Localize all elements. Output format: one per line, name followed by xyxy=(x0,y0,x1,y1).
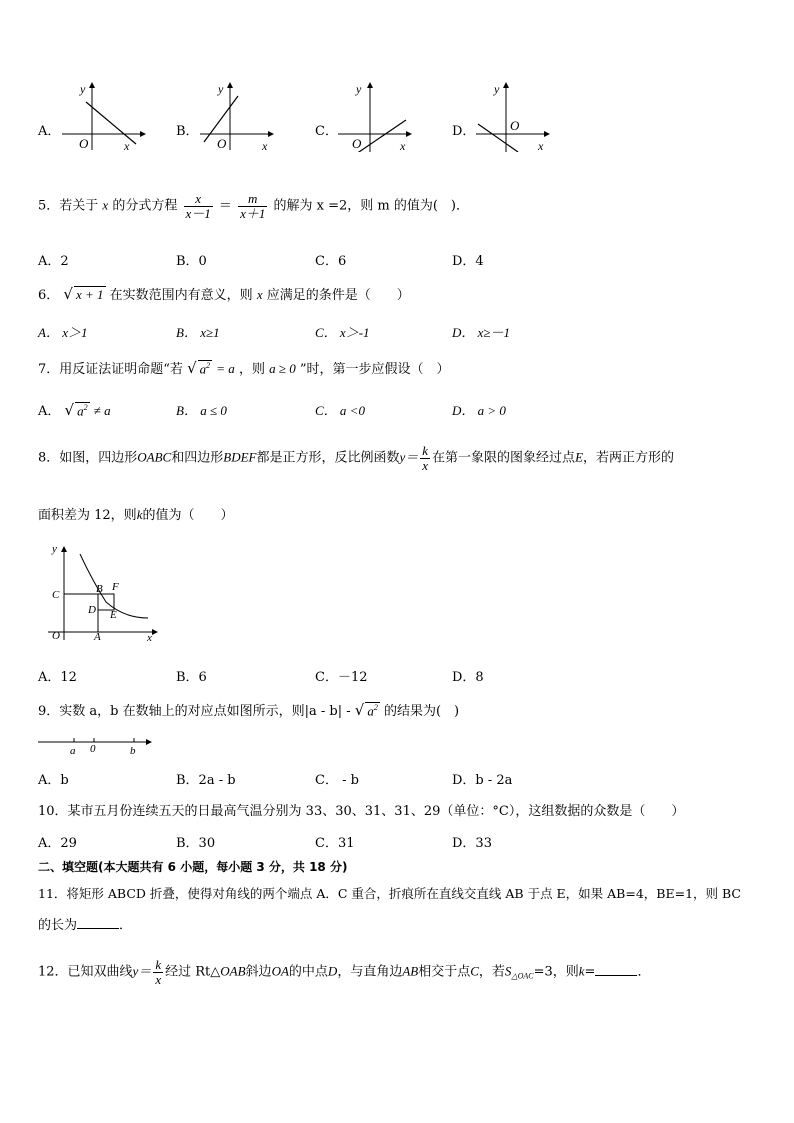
q7-option-d[interactable]: D． a > 0 xyxy=(452,403,506,418)
q5-suffix: 的解为 x =2，则 m 的值为( )． xyxy=(273,198,469,214)
q8-option-a[interactable]: A．12 xyxy=(38,670,77,685)
question-7: 7．用反证法证明命题“若 √ $a^2 = a$ ，则 a ≥ 0 ”时，第一步应假设（ ） xyxy=(38,359,450,377)
q4-b-origin: O xyxy=(217,136,227,151)
question-11-line1: 11．将矩形 ABCD 折叠，使得对角线的两个端点 A．C 重合，折痕所在直线交直线 AB 于点 E，如果 AB=4，BE=1，则 BC xyxy=(38,886,741,901)
q8-option-d[interactable]: D．8 xyxy=(452,670,484,685)
q4-graph-a xyxy=(58,80,148,152)
q6-suffix2: 应满足的条件是（ ） xyxy=(266,288,410,303)
q4-b-y-label: y xyxy=(218,82,224,96)
q7-option-c[interactable]: C． a <0 xyxy=(315,403,365,418)
q6-radicand: x + 1 xyxy=(75,287,104,302)
question-6: 6． √ x + 1 在实数范围内有意义，则 x 应满足的条件是（ ） xyxy=(38,285,410,303)
q6-option-c[interactable]: C． x＞-1 xyxy=(315,325,370,340)
svg-text:A: A xyxy=(94,631,101,643)
q5-mid: 的分式方程 xyxy=(112,198,178,214)
q4-d-origin: O xyxy=(510,118,520,133)
q5-option-d[interactable]: D．4 xyxy=(452,254,484,269)
q9-option-c[interactable]: C． - b xyxy=(315,773,359,788)
q4-c-x-label: x xyxy=(400,139,406,152)
q12-answer-blank[interactable] xyxy=(595,975,637,976)
q4-a-origin: O xyxy=(79,136,89,151)
q4-a-x-label: x xyxy=(124,139,130,152)
q7-eq: = a xyxy=(216,361,235,376)
q6-prefix: 6． xyxy=(38,288,60,303)
q10-option-b[interactable]: B．30 xyxy=(176,836,216,851)
q6-suffix: 在实数范围内有意义，则 xyxy=(109,288,253,303)
question-8-line2: 面积差为 12，则k的值为（ ） xyxy=(38,507,234,523)
q4-option-a-letter: A． xyxy=(38,124,61,139)
svg-text:F: F xyxy=(112,581,119,593)
question-9: 9．实数 a，b 在数轴上的对应点如图所示，则|a - b| - √ $a^2$ 的结果为( ) xyxy=(38,701,460,719)
q5-lhs-fraction: $\frac{x}{x-1}$ xyxy=(185,191,211,221)
q7-option-b[interactable]: B． a ≤ 0 xyxy=(176,403,227,418)
q5-option-c[interactable]: C．6 xyxy=(315,254,347,269)
q9-option-d[interactable]: D．b - 2a xyxy=(452,773,513,788)
q4-d-x-label: x xyxy=(538,139,544,152)
q4-option-b-letter: B． xyxy=(176,124,199,139)
q5-var: x xyxy=(102,197,109,213)
q10-option-c[interactable]: C．31 xyxy=(315,836,355,851)
q5-eq: ＝ xyxy=(218,198,232,214)
svg-text:C: C xyxy=(52,589,60,601)
q7-suffix: ”时，第一步应假设（ ） xyxy=(299,362,450,377)
svg-text:E: E xyxy=(110,609,117,621)
svg-text:x: x xyxy=(147,632,152,644)
q7-cond: a ≥ 0 xyxy=(269,361,296,376)
q4-a-y-label: y xyxy=(80,82,86,96)
svg-text:a: a xyxy=(70,745,76,757)
q7-prefix: 7．用反证法证明命题“若 xyxy=(38,362,183,377)
q4-graph-c xyxy=(334,80,424,152)
q4-graph-b xyxy=(196,80,286,152)
q5-option-b[interactable]: B．0 xyxy=(176,254,207,269)
svg-text:b: b xyxy=(130,745,136,757)
q11-answer-blank[interactable] xyxy=(77,928,119,929)
q6-option-d[interactable]: D． x≥－1 xyxy=(452,325,511,340)
q8-figure xyxy=(40,540,170,644)
q6-var: x xyxy=(256,287,263,302)
q4-d-y-label: y xyxy=(494,82,500,96)
q8-option-b[interactable]: B．6 xyxy=(176,670,207,685)
svg-text:y: y xyxy=(52,543,57,555)
q6-option-a[interactable]: A． x＞1 xyxy=(38,325,88,340)
q4-c-origin: O xyxy=(352,136,362,151)
question-10: 10．某市五月份连续五天的日最高气温分别为 33、30、31、31、29（单位：°C），这组数据的众数是（ ） xyxy=(38,804,685,819)
q5-rhs-fraction: $\frac{m}{x+1}$ xyxy=(240,191,266,221)
svg-text:B: B xyxy=(96,583,103,595)
question-12: 12．已知双曲线y＝ $\frac{k}{x}$ 经过 Rt△OAB斜边OA的中点D，与直角边AB相交于点C，若$S_{\triangle OAC}=3$，则k= ． xyxy=(38,957,651,987)
svg-text:0: 0 xyxy=(90,743,96,755)
q4-option-d-letter: D． xyxy=(452,124,476,139)
q4-graph-d xyxy=(472,80,562,152)
q4-b-x-label: x xyxy=(262,139,268,152)
svg-text:O: O xyxy=(52,630,60,642)
q4-option-c-letter: C． xyxy=(315,124,338,139)
q6-option-b[interactable]: B． x≥1 xyxy=(176,325,220,340)
q7-mid: ，则 xyxy=(238,362,265,377)
q10-option-a[interactable]: A．29 xyxy=(38,836,77,851)
question-5 xyxy=(38,192,469,220)
section-heading-fill-in: 二、填空题(本大题共有 6 小题，每小题 3 分，共 18 分) xyxy=(38,860,348,874)
question-11-line2: 的长为 ． xyxy=(38,918,133,933)
q9-option-b[interactable]: B．2a - b xyxy=(176,773,236,788)
q4-c-y-label: y xyxy=(356,82,362,96)
question-8-line1: 8．如图，四边形OABC和四边形BDEF都是正方形，反比例函数y＝ $\frac{k}{x}$ 在第一象限的图象经过点E，若两正方形的 xyxy=(38,443,675,473)
q7-option-a[interactable]: A． √ $a^2 \ne a$ xyxy=(38,401,111,419)
svg-text:D: D xyxy=(88,604,96,616)
q9-number-line xyxy=(36,732,156,758)
q10-option-d[interactable]: D．33 xyxy=(452,836,492,851)
q9-option-a[interactable]: A．b xyxy=(38,773,69,788)
q5-option-a[interactable]: A．2 xyxy=(38,254,69,269)
q8-option-c[interactable]: C．－12 xyxy=(315,670,368,685)
q5-prefix: 5．若关于 xyxy=(38,198,99,214)
